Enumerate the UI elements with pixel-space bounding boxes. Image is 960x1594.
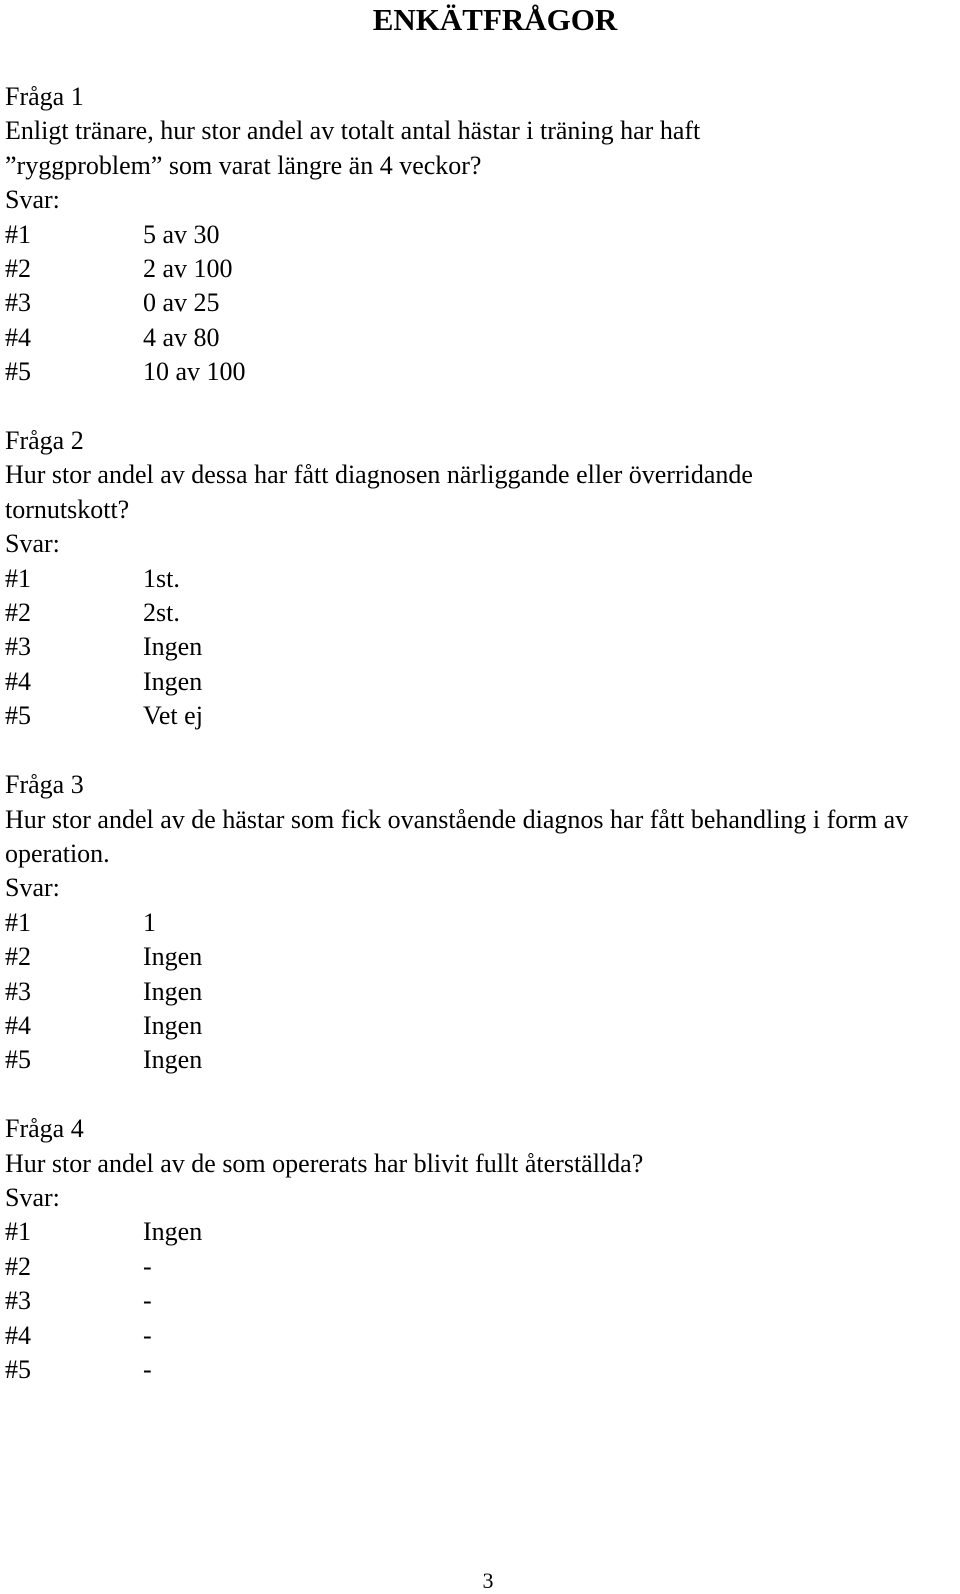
respondent-number: #2 [5, 942, 31, 972]
answer-row [5, 218, 955, 252]
respondent-number: #4 [5, 322, 31, 352]
answer-value: Ingen [143, 632, 203, 662]
respondent-number: #1 [5, 1217, 31, 1247]
answer-row [5, 562, 955, 596]
answer-label: Svar: [5, 529, 60, 559]
respondent-number: #2 [5, 598, 31, 628]
answer-row [5, 975, 955, 1009]
respondent-number: #2 [5, 254, 31, 284]
question-1 [5, 80, 955, 390]
answer-value: 2 av 100 [143, 254, 233, 284]
answer-row [5, 940, 955, 974]
question-text: Hur stor andel av de som opererats har blivit fullt återställda? [5, 1148, 644, 1178]
answer-row [5, 665, 955, 699]
answer-value: Ingen [143, 666, 203, 696]
answer-label: Svar: [5, 185, 60, 215]
answer-row [5, 1009, 955, 1043]
question-heading: Fråga 4 [5, 1114, 84, 1144]
respondent-number: #5 [5, 1045, 31, 1075]
respondent-number: #1 [5, 219, 31, 249]
answer-value: Ingen [143, 1010, 203, 1040]
answer-value: 1st. [143, 563, 180, 593]
answer-label: Svar: [5, 1182, 60, 1212]
respondent-number: #5 [5, 357, 31, 387]
answer-row [5, 1043, 955, 1077]
respondent-number: #1 [5, 907, 31, 937]
question-heading: Fråga 3 [5, 770, 84, 800]
answer-row [5, 355, 955, 389]
answer-value: 5 av 30 [143, 219, 220, 249]
answer-value: 1 [143, 907, 156, 937]
respondent-number: #5 [5, 701, 31, 731]
question-text: Enligt tränare, hur stor andel av totalt antal hästar i träning har haft ”ryggproblem” som varat längre än 4 veckor? [5, 116, 701, 180]
respondent-number: #5 [5, 1354, 31, 1384]
questionnaire [5, 80, 955, 1422]
respondent-number: #3 [5, 976, 31, 1006]
answer-value: 2st. [143, 598, 180, 628]
respondent-number: #4 [5, 1010, 31, 1040]
answer-value: 10 av 100 [143, 357, 246, 387]
question-heading: Fråga 1 [5, 82, 84, 111]
answer-value: Ingen [143, 1217, 203, 1247]
answer-value: Ingen [143, 942, 203, 972]
question-heading: Fråga 2 [5, 426, 84, 456]
answer-row [5, 1215, 955, 1249]
question-text: Hur stor andel av de hästar som fick ovanstående diagnos har fått behandling i form av operation. [5, 804, 909, 868]
answer-value: Ingen [143, 1045, 203, 1075]
question-text: Hur stor andel av dessa har fått diagnosen närliggande eller överridande tornutskott? [5, 460, 753, 524]
answer-row [5, 321, 955, 355]
answer-label: Svar: [5, 873, 60, 903]
answer-value: - [143, 1286, 152, 1316]
question-2 [5, 424, 955, 734]
answer-row [5, 1250, 955, 1284]
answer-row [5, 630, 955, 664]
respondent-number: #4 [5, 1320, 31, 1350]
answer-row [5, 286, 955, 320]
respondent-number: #4 [5, 666, 31, 696]
answer-row [5, 252, 955, 286]
respondent-number: #3 [5, 1286, 31, 1316]
respondent-number: #1 [5, 563, 31, 593]
answer-row [5, 1353, 955, 1387]
question-3 [5, 768, 955, 1078]
respondent-number: #3 [5, 288, 31, 318]
answer-value: - [143, 1320, 152, 1350]
answer-value: - [143, 1354, 152, 1384]
answer-value: - [143, 1251, 152, 1281]
answer-row [5, 1284, 955, 1318]
answer-row [5, 596, 955, 630]
answer-value: 0 av 25 [143, 288, 220, 318]
answer-row [5, 1319, 955, 1353]
answer-row [5, 906, 955, 940]
answer-value: Vet ej [143, 701, 203, 731]
answer-value: Ingen [143, 976, 203, 1006]
page-title: ENKÄTFRÅGOR [372, 2, 618, 37]
respondent-number: #3 [5, 632, 31, 662]
question-4 [5, 1112, 955, 1387]
answer-row [5, 699, 955, 733]
page-number: 3 [482, 1568, 494, 1593]
answer-value: 4 av 80 [143, 322, 220, 352]
respondent-number: #2 [5, 1251, 31, 1281]
